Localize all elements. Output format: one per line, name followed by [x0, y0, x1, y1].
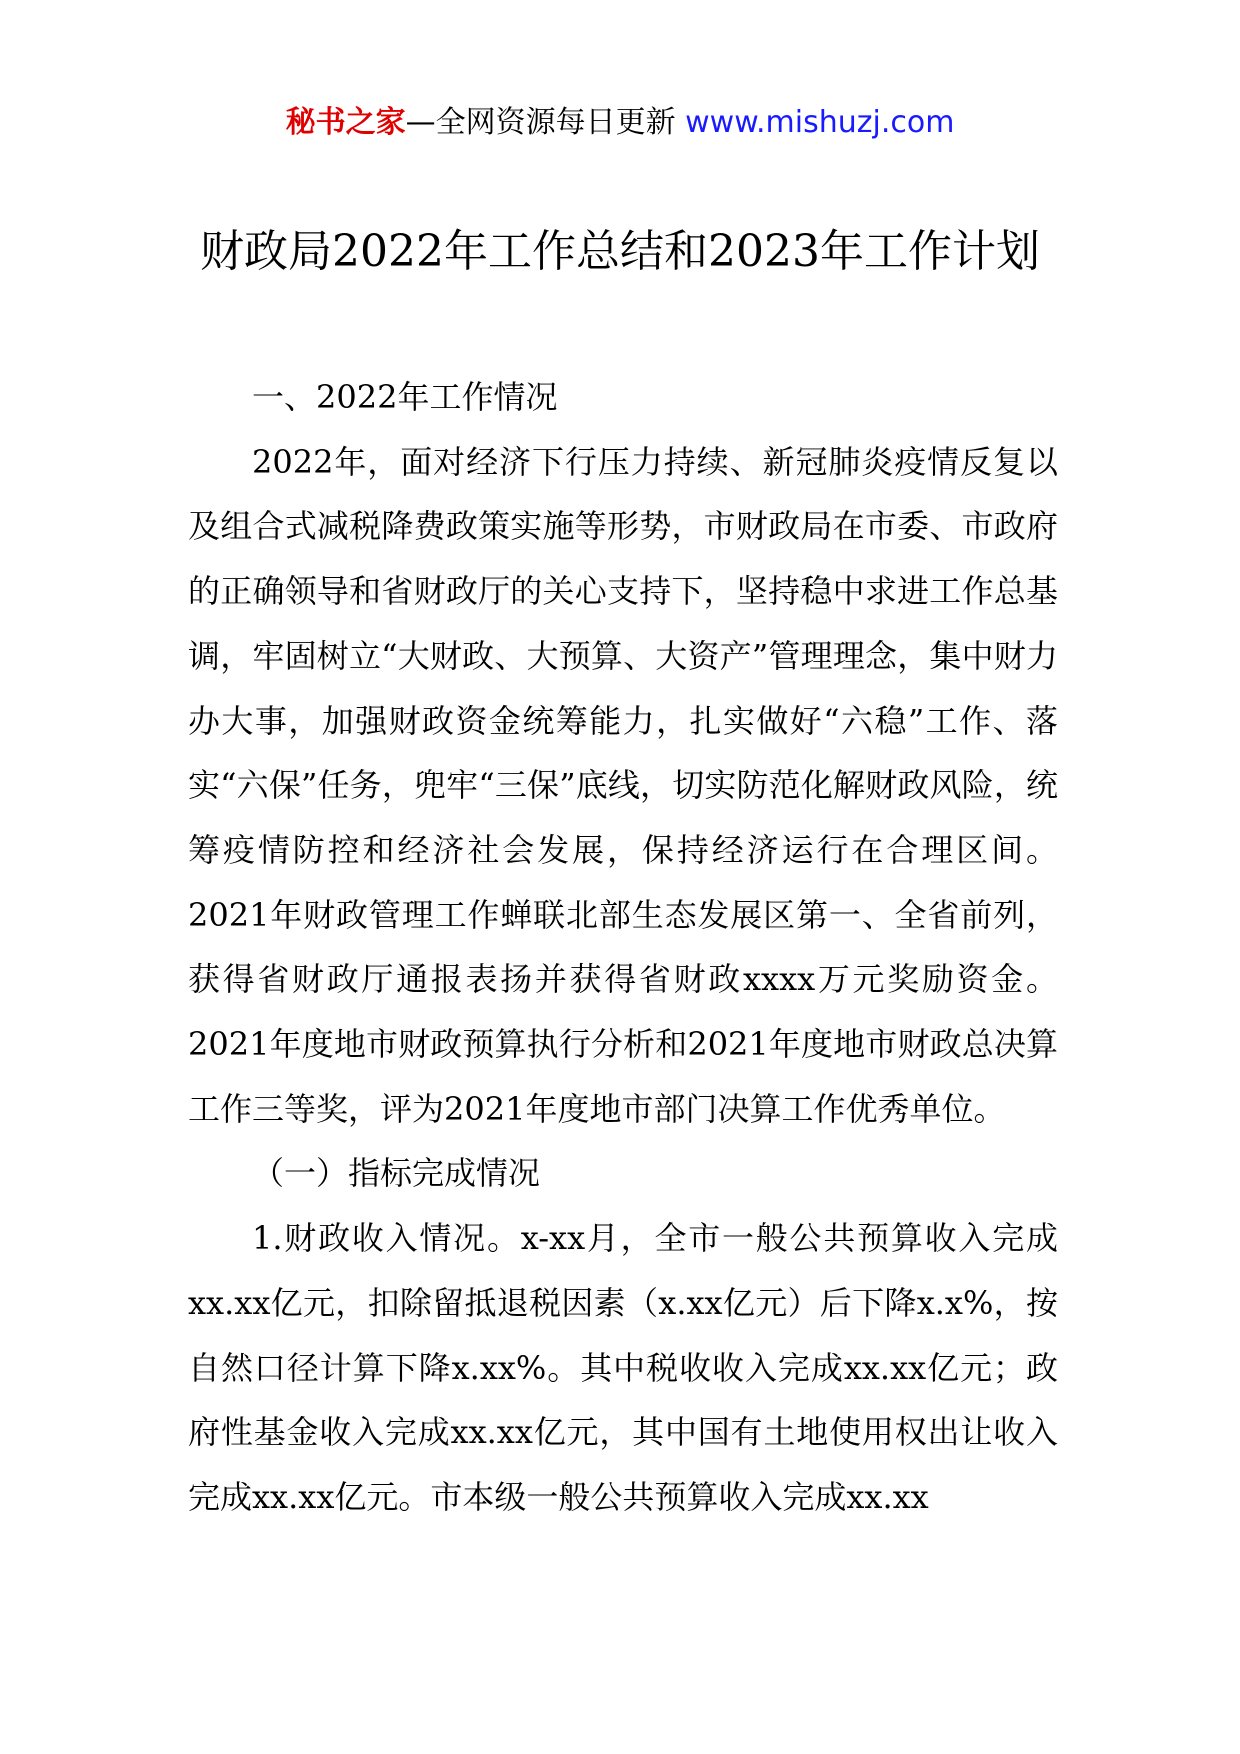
document-title: 财政局2022年工作总结和2023年工作计划: [200, 226, 1040, 277]
document-body: [188, 365, 1058, 1530]
body-paragraph: 1.财政收入情况。x-xx月，全市一般公共预算收入完成xx.xx亿元，扣除留抵退税因素（x.xx亿元）后下降x.x%，按自然口径计算下降x.xx%。其中税收收入完成xx.xx亿元；政府性基金收入完成xx.xx亿元，其中国有土地使用权出让收入完成xx.xx亿元。市本级一般公共预算收入完成xx.xx: [188, 1219, 1058, 1516]
section-heading: 一、2022年工作情况: [252, 378, 558, 416]
banner-tagline: —全网资源每日更新: [405, 105, 686, 140]
header-banner: [0, 103, 1240, 143]
brand-name: 秘书之家: [285, 105, 406, 140]
website-link[interactable]: www.mishuzj.com: [685, 105, 955, 140]
subsection-heading: （一）指标完成情况: [252, 1154, 541, 1193]
body-paragraph: 2022年，面对经济下行压力持续、新冠肺炎疫情反复以及组合式减税降费政策实施等形势，市财政局在市委、市政府的正确领导和省财政厅的关心支持下，坚持稳中求进工作总基调，牢固树立“大财政、大预算、大资产”管理理念，集中财力办大事，加强财政资金统筹能力，扎实做好“六稳”工作、落实“六保”任务，兜牢“三保”底线，切实防范化解财政风险，统筹疫情防控和经济社会发展，保持经济运行在合理区间。2021年财政管理工作蝉联北部生态发展区第一、全省前列，获得省财政厅通报表扬并获得省财政xxxx万元奖励资金。2021年度地市财政预算执行分析和2021年度地市财政总决算工作三等奖，评为2021年度地市部门决算工作优秀单位。: [188, 442, 1058, 1128]
